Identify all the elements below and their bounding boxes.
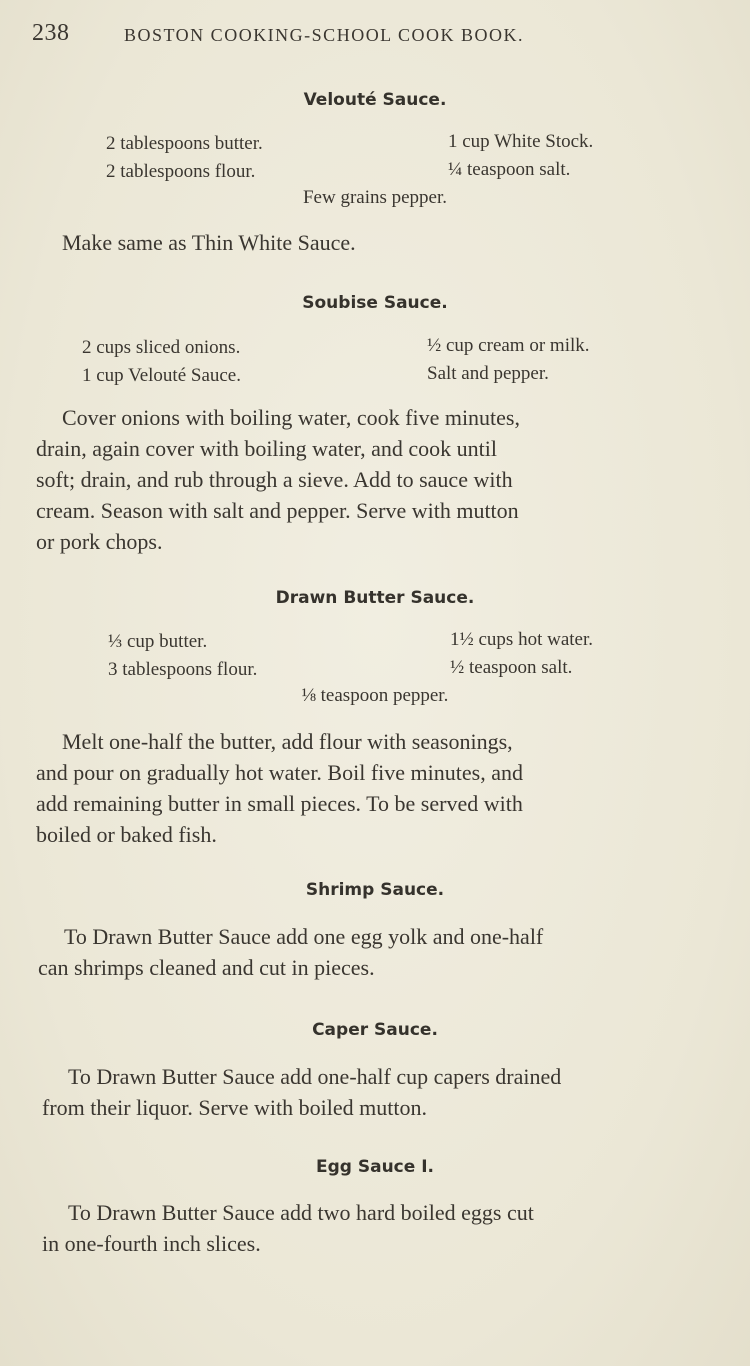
page-header bbox=[32, 20, 632, 52]
directions-line: can shrimps cleaned and cut in pieces. bbox=[38, 955, 375, 980]
directions-line: soft; drain, and rub through a sieve. Add to sauce with bbox=[36, 467, 513, 492]
directions-drawn-butter bbox=[36, 726, 724, 850]
ingredient: ¼ teaspoon salt. bbox=[448, 159, 571, 180]
directions-shrimp bbox=[38, 921, 726, 983]
page-number: 238 bbox=[32, 20, 70, 46]
ingredients-left-soubise bbox=[82, 334, 241, 390]
ingredient: ⅓ cup butter. bbox=[108, 631, 208, 652]
ingredient-center-veloute: Few grains pepper. bbox=[302, 187, 448, 208]
ingredient: ½ teaspoon salt. bbox=[450, 657, 573, 678]
ingredient: 1 cup White Stock. bbox=[448, 131, 594, 152]
directions-line: drain, again cover with boiling water, and cook until bbox=[36, 436, 497, 461]
ingredients-right-veloute bbox=[448, 128, 593, 184]
ingredient: 2 tablespoons flour. bbox=[106, 161, 256, 182]
directions-line: in one-fourth inch slices. bbox=[42, 1231, 261, 1256]
recipe-title-shrimp: Shrimp Sauce. bbox=[305, 880, 445, 900]
directions-line: and pour on gradually hot water. Boil five minutes, and bbox=[36, 760, 523, 785]
directions-line: boiled or baked fish. bbox=[36, 822, 217, 847]
ingredient-center-drawn-butter: ⅛ teaspoon pepper. bbox=[301, 685, 449, 706]
recipe-title-soubise: Soubise Sauce. bbox=[302, 293, 448, 313]
recipe-title-drawn-butter: Drawn Butter Sauce. bbox=[275, 588, 475, 608]
ingredient: 3 tablespoons flour. bbox=[108, 659, 258, 680]
ingredients-left-drawn-butter bbox=[108, 628, 257, 684]
ingredient: Salt and pepper. bbox=[427, 363, 549, 384]
directions-line: To Drawn Butter Sauce add two hard boiled eggs cut bbox=[68, 1200, 534, 1225]
ingredients-left-veloute bbox=[106, 130, 263, 186]
ingredients-right-soubise bbox=[427, 332, 590, 388]
directions-line: add remaining butter in small pieces. To be served with bbox=[36, 791, 523, 816]
running-head: BOSTON COOKING-SCHOOL COOK BOOK. bbox=[124, 25, 525, 45]
directions-line: from their liquor. Serve with boiled mutton. bbox=[42, 1095, 427, 1120]
directions-line: To Drawn Butter Sauce add one-half cup capers drained bbox=[68, 1064, 562, 1089]
directions-veloute: Make same as Thin White Sauce. bbox=[62, 230, 356, 255]
ingredient: ½ cup cream or milk. bbox=[427, 335, 590, 356]
directions-line: To Drawn Butter Sauce add one egg yolk and one-half bbox=[64, 924, 544, 949]
ingredient: 2 tablespoons butter. bbox=[106, 133, 263, 154]
directions-egg bbox=[42, 1197, 730, 1259]
directions-line: Cover onions with boiling water, cook five minutes, bbox=[62, 405, 520, 430]
ingredient: 2 cups sliced onions. bbox=[82, 337, 241, 358]
directions-soubise bbox=[36, 402, 724, 557]
directions-line: cream. Season with salt and pepper. Serve with mutton bbox=[36, 498, 519, 523]
recipe-title-veloute: Velouté Sauce. bbox=[303, 90, 447, 110]
directions-caper bbox=[42, 1061, 730, 1123]
recipe-title-egg: Egg Sauce I. bbox=[316, 1157, 434, 1177]
ingredients-right-drawn-butter bbox=[450, 626, 593, 682]
directions-line: or pork chops. bbox=[36, 529, 163, 554]
ingredient: 1 cup Velouté Sauce. bbox=[82, 365, 241, 386]
directions-line: Melt one-half the butter, add flour with seasonings, bbox=[62, 729, 513, 754]
recipe-title-caper: Caper Sauce. bbox=[312, 1020, 438, 1040]
ingredient: 1½ cups hot water. bbox=[450, 629, 594, 650]
